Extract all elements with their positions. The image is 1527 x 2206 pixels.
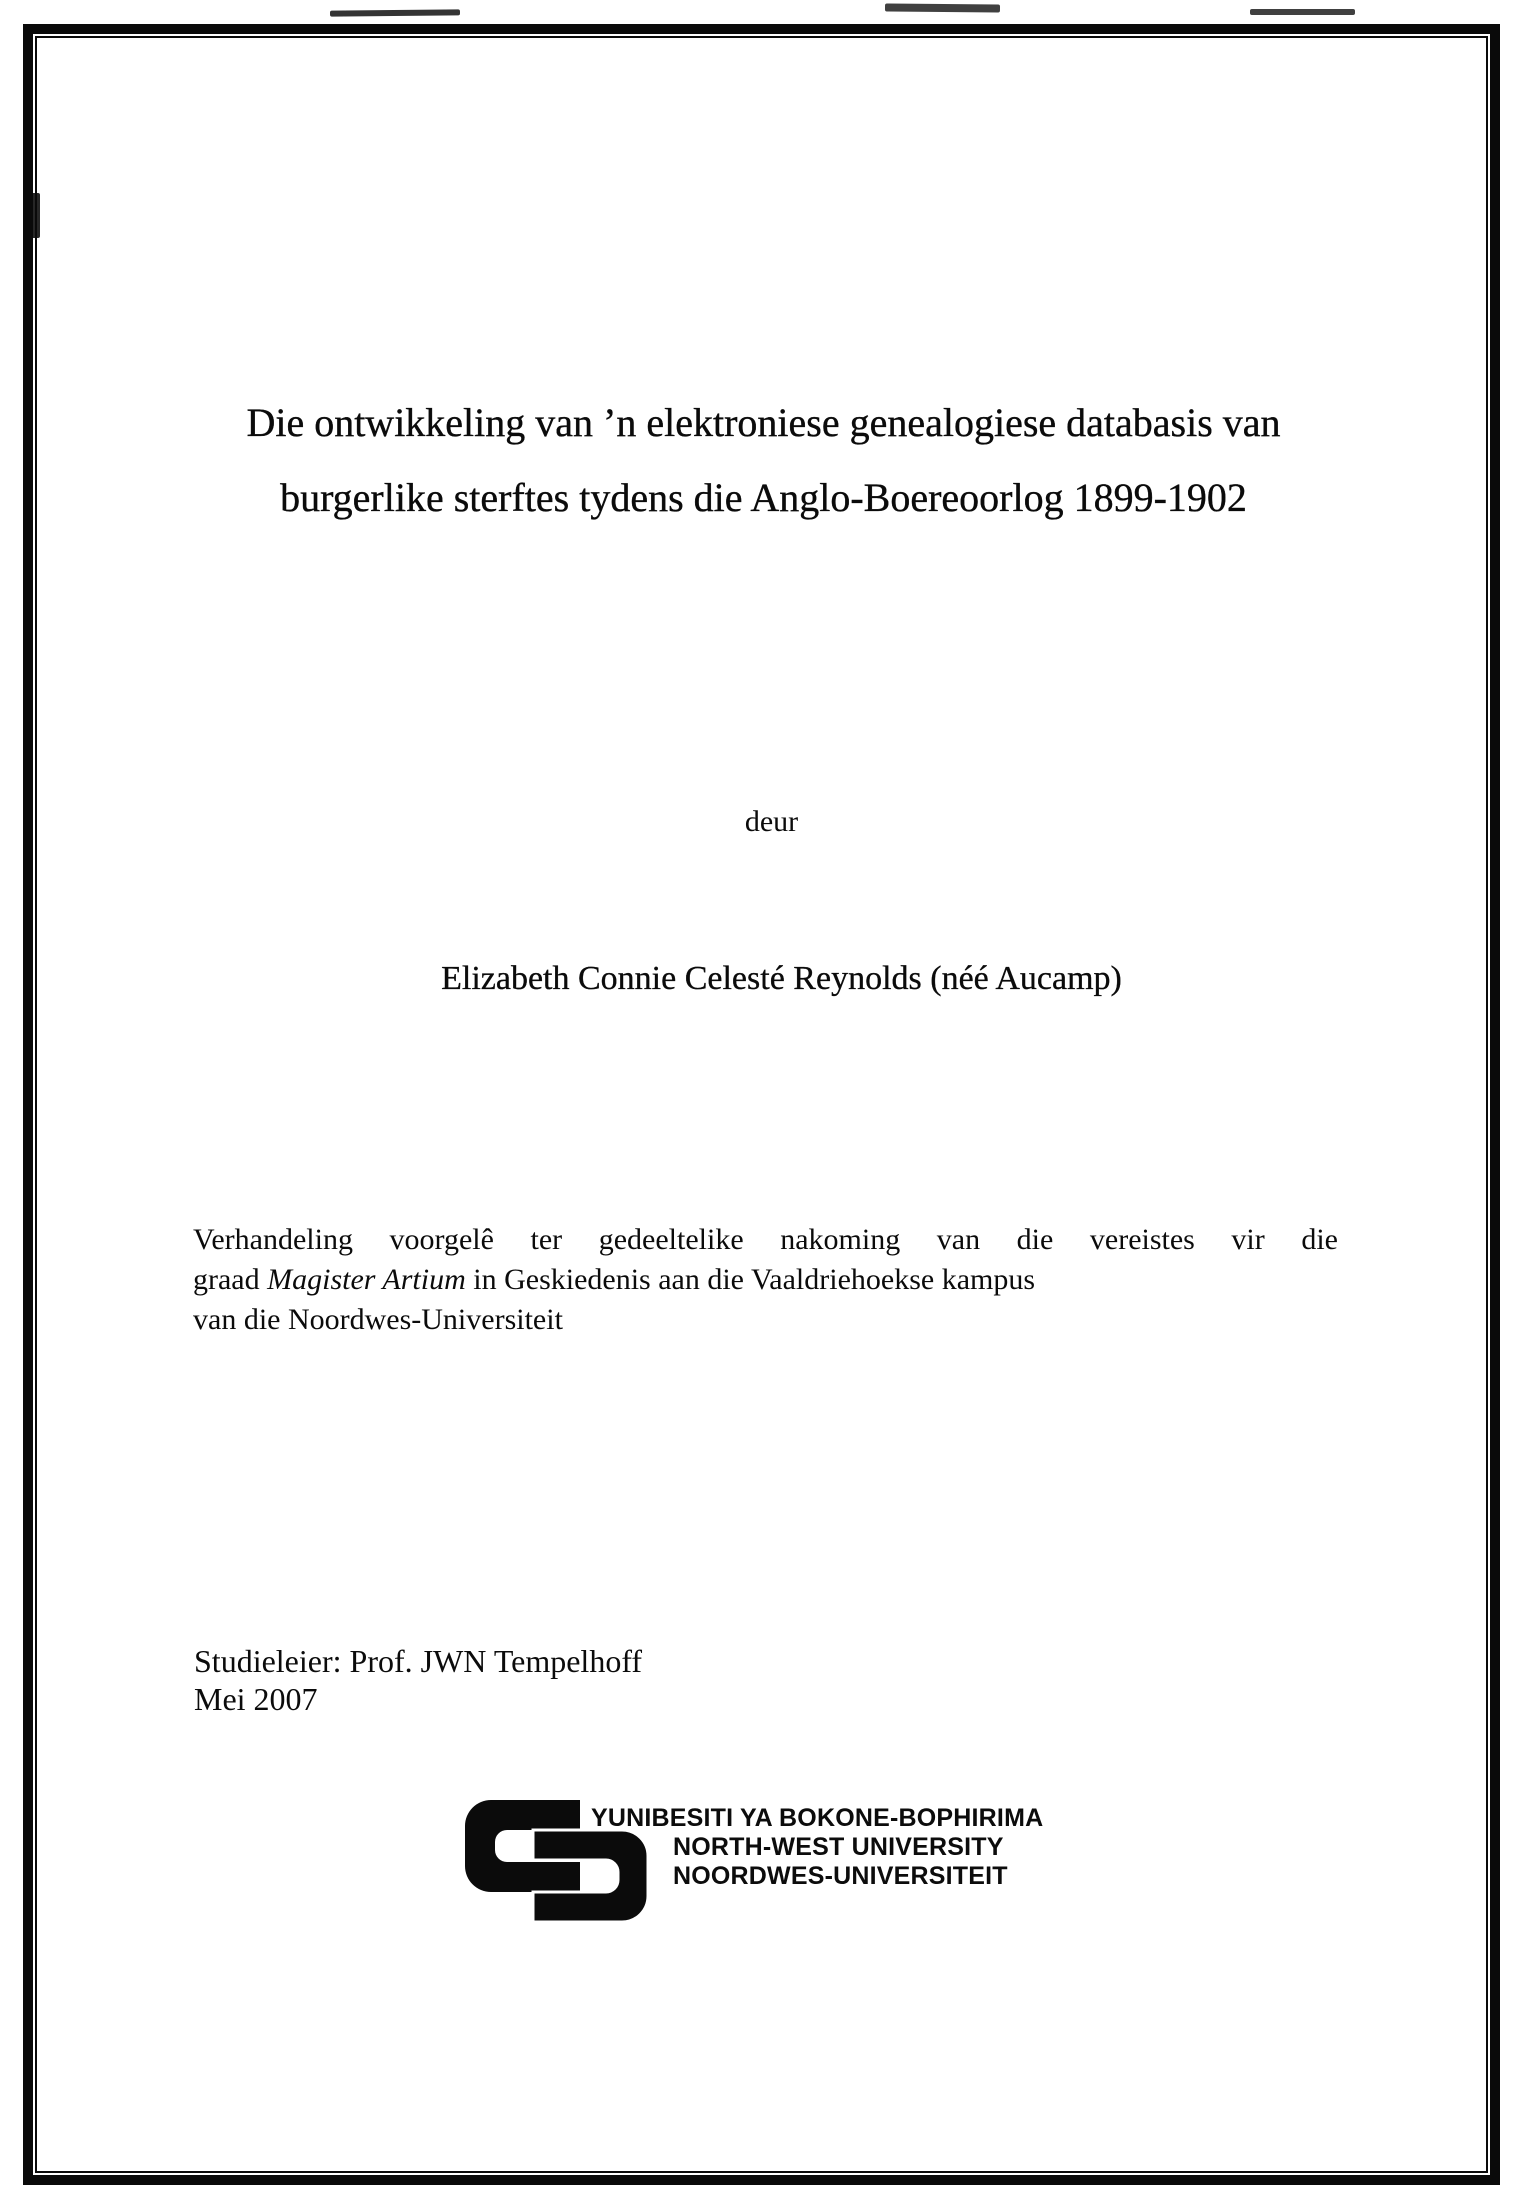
logo-text-setswana: YUNIBESITI YA BOKONE-BOPHIRIMA bbox=[591, 1804, 1044, 1832]
university-logo bbox=[460, 1795, 1100, 1960]
degree-statement bbox=[193, 1220, 1338, 1340]
degree-statement-line2 bbox=[193, 1260, 1338, 1300]
author-name: Elizabeth Connie Celesté Reynolds (néé Aucamp) bbox=[441, 960, 1122, 997]
scan-smudge bbox=[1250, 9, 1355, 15]
logo-text-afrikaans: NOORDWES-UNIVERSITEIT bbox=[673, 1862, 1008, 1890]
degree-statement-line3: van die Noordwes-Universiteit bbox=[193, 1303, 563, 1336]
degree-name: Magister Artium bbox=[267, 1263, 466, 1296]
scan-smudge bbox=[330, 9, 460, 16]
date-line: Mei 2007 bbox=[194, 1681, 318, 1717]
degree-statement-line1: Verhandeling voorgelê ter gedeeltelike nakoming van die vereistes vir die bbox=[193, 1223, 1338, 1256]
degree-statement-line2-prefix: graad bbox=[193, 1263, 268, 1296]
scan-smudge bbox=[885, 3, 1000, 12]
logo-text-english: NORTH-WEST UNIVERSITY bbox=[673, 1833, 1004, 1861]
thesis-title-line1: Die ontwikkeling van ’n elektroniese genealogiese databasis van bbox=[246, 400, 1281, 445]
thesis-title-line2: burgerlike sterftes tydens die Anglo-Boereoorlog 1899-1902 bbox=[280, 475, 1247, 520]
byline: deur bbox=[744, 805, 799, 838]
thesis-title bbox=[192, 385, 1335, 535]
degree-statement-line2-suffix: in Geskiedenis aan die Vaaldriehoekse kampus bbox=[465, 1263, 1036, 1296]
supervisor-block bbox=[194, 1642, 642, 1718]
supervisor-line: Studieleier: Prof. JWN Tempelhoff bbox=[194, 1643, 643, 1679]
university-logo-text bbox=[591, 1804, 1043, 1891]
